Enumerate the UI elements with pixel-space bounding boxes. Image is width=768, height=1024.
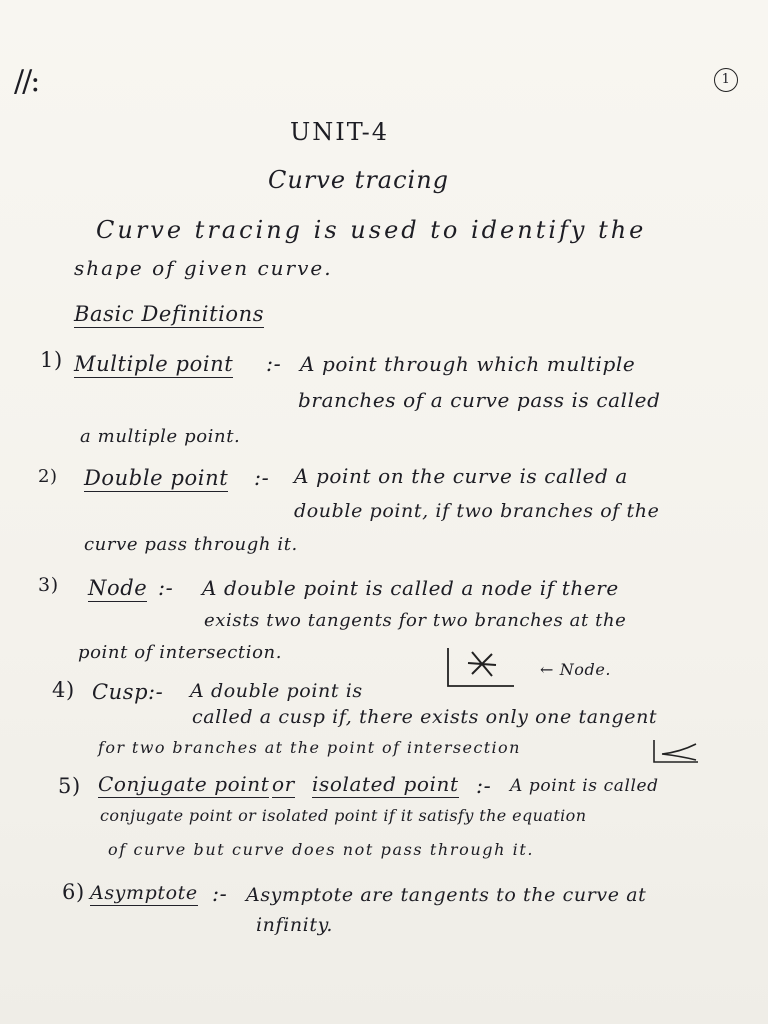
def1-number: 1): [40, 348, 63, 372]
def3-line-3: point of intersection.: [78, 642, 283, 663]
node-sketch: [440, 646, 520, 694]
def3-separator: :-: [158, 576, 174, 600]
intro-line-2: shape of given curve.: [74, 256, 333, 280]
def6-separator: :-: [212, 882, 228, 906]
def4-term: Cusp: [92, 680, 149, 704]
def6-number: 6): [62, 880, 85, 904]
def2-line-2: double point, if two branches of the: [294, 500, 660, 522]
def3-line-1: A double point is called a node if there: [202, 576, 619, 600]
def5-number: 5): [58, 774, 81, 798]
def6-line-2: infinity.: [256, 914, 334, 936]
def2-number: 2): [38, 466, 58, 487]
def5-term: Conjugate point: [98, 772, 270, 796]
def5-term-2: isolated point: [312, 772, 459, 796]
def4-line-3: for two branches at the point of intersection: [98, 738, 521, 757]
node-sketch-label: ← Node.: [540, 660, 612, 679]
def5-line-2: conjugate point or isolated point if it satisfy the equation: [100, 806, 587, 825]
def1-line-3: a multiple point.: [80, 426, 241, 447]
def3-number: 3): [38, 574, 59, 596]
margin-mark: //:: [14, 64, 39, 99]
def5-separator: :-: [476, 774, 492, 798]
def3-line-2: exists two tangents for two branches at the: [204, 610, 627, 631]
def5-line-3: of curve but curve does not pass through it.: [108, 840, 535, 859]
def6-line-1: Asymptote are tangents to the curve at: [246, 884, 647, 906]
def1-term: Multiple point: [74, 352, 234, 376]
section-title: Basic Definitions: [74, 302, 265, 326]
def3-term: Node: [88, 576, 148, 600]
intro-line-1: Curve tracing is used to identify the: [96, 216, 647, 244]
def4-separator: :-: [148, 680, 164, 704]
unit-heading: UNIT-4: [290, 118, 389, 146]
def4-number: 4): [52, 678, 75, 702]
def4-line-1: A double point is: [190, 680, 363, 702]
def1-line-1: A point through which multiple: [300, 352, 636, 376]
def2-line-3: curve pass through it.: [84, 534, 298, 555]
def4-line-2: called a cusp if, there exists only one tangent: [192, 706, 658, 728]
page-number: 1: [714, 68, 738, 92]
def2-line-1: A point on the curve is called a: [294, 464, 628, 488]
def6-term: Asymptote: [90, 882, 198, 904]
def5-connector: or: [272, 772, 295, 796]
def1-line-2: branches of a curve pass is called: [298, 388, 661, 412]
def2-separator: :-: [254, 466, 270, 490]
cusp-sketch: [650, 738, 702, 766]
topic-heading: Curve tracing: [268, 166, 450, 194]
def2-term: Double point: [84, 466, 229, 490]
def5-line-1: A point is called: [510, 776, 659, 796]
def1-separator: :-: [266, 352, 282, 376]
